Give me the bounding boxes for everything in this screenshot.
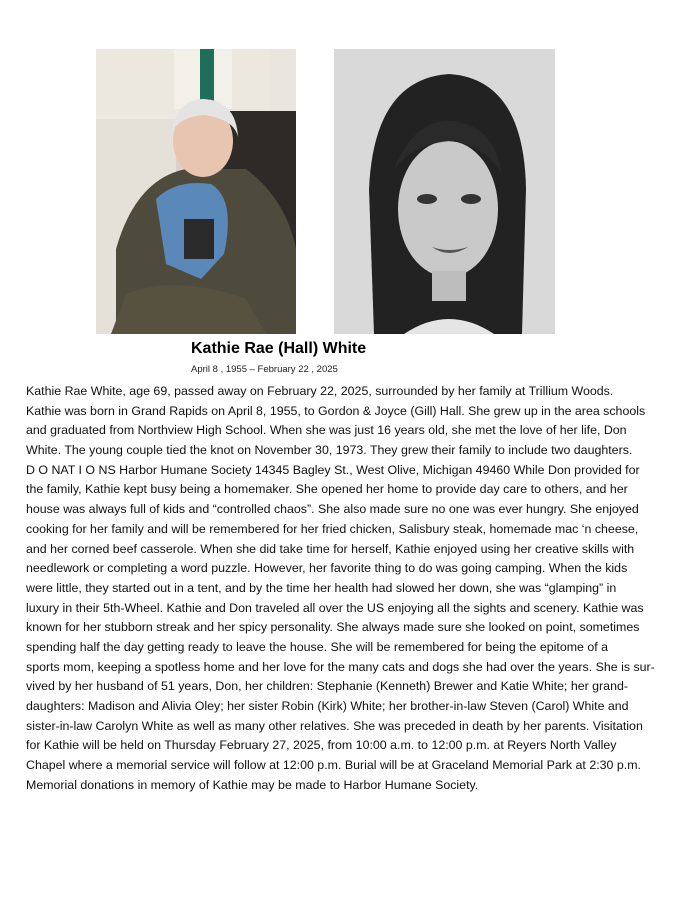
obituary-line: for Kathie will be held on Thursday February 27, 2025, from 10:00 a.m. to 12:00 p.m. at Reyers North Valley bbox=[26, 738, 617, 753]
obituary-line: Kathie was born in Grand Rapids on April 8, 1955, to Gordon & Joyce (Gill) Hall. She grew up in the area schools bbox=[26, 403, 646, 418]
obituary-line: luxury in their 5th-Wheel. Kathie and Don traveled all over the US enjoying all the sights and scenery. Kathie was bbox=[26, 600, 644, 615]
obituary-line: needlework or completing a word puzzle. However, her favorite thing to do was going camping. When the kids bbox=[26, 561, 628, 576]
obituary-line: and her corned beef casserole. When she did take time for herself, Kathie enjoyed using her creative skills with bbox=[26, 541, 635, 556]
portrait-photo-recent bbox=[96, 49, 296, 334]
obituary-line: the family, Kathie kept busy being a homemaker. She opened her home to provide day care to others, and her bbox=[26, 482, 628, 497]
obituary-line: vived by her husband of 51 years, Don, her children: Stephanie (Kenneth) Brewer and Katie White; her grand- bbox=[26, 679, 628, 694]
obituary-text bbox=[26, 382, 656, 795]
obituary-line: house was always full of kids and “controlled chaos”. She also made sure no one was ever hungry. She enjoyed bbox=[26, 502, 639, 517]
obituary-line: Chapel where a memorial service will follow at 12:00 p.m. Burial will be at Graceland Memorial Park at 2:30 p.m. bbox=[26, 758, 641, 773]
life-dates: April 8 , 1955 – February 22 , 2025 bbox=[191, 364, 338, 375]
obituary-line: daughters: Madison and Alivia Oley; her sister Robin (Kirk) White; her brother-in-law Steven (Carol) White and bbox=[26, 699, 629, 713]
obituary-line: D O NAT I O NS Harbor Humane Society 14345 Bagley St., West Olive, Michigan 49460 While Don provided for bbox=[26, 462, 640, 477]
obituary-line: and graduated from Northview High School. When she was just 16 years old, she met the love of her life, Don bbox=[26, 423, 627, 438]
obituary-line: sister-in-law Carolyn White as well as many other relatives. She was preceded in death by her parents. Visitation bbox=[26, 718, 643, 733]
deceased-name: Kathie Rae (Hall) White bbox=[191, 340, 367, 357]
obituary-line: were little, they started out in a tent, and by the time her health had slowed her down, she was “glamping” in bbox=[26, 580, 617, 595]
obituary-line: sports mom, keeping a spotless home and her love for the many cats and dogs she had over the years. She is sur- bbox=[26, 659, 655, 674]
obituary-line: Kathie Rae White, age 69, passed away on February 22, 2025, surrounded by her family at Trillium Woods. bbox=[26, 384, 614, 398]
obituary-line: cooking for her family and will be remembered for her fried chicken, Salisbury steak, homemade mac ‘n cheese, bbox=[26, 521, 639, 536]
obituary-line: known for her stubborn streak and her spicy personality. She always made sure she looked on point, sometimes bbox=[26, 620, 640, 635]
obituary-line: White. The young couple tied the knot on November 30, 1973. They grew their family to include two daughters. bbox=[26, 443, 633, 458]
obituary-line: Memorial donations in memory of Kathie may be made to Harbor Humane Society. bbox=[26, 777, 479, 792]
portrait-photo-young bbox=[334, 49, 555, 334]
obituary-line: spending half the day getting ready to leave the house. She will be remembered for being the epitome of a bbox=[26, 639, 609, 654]
